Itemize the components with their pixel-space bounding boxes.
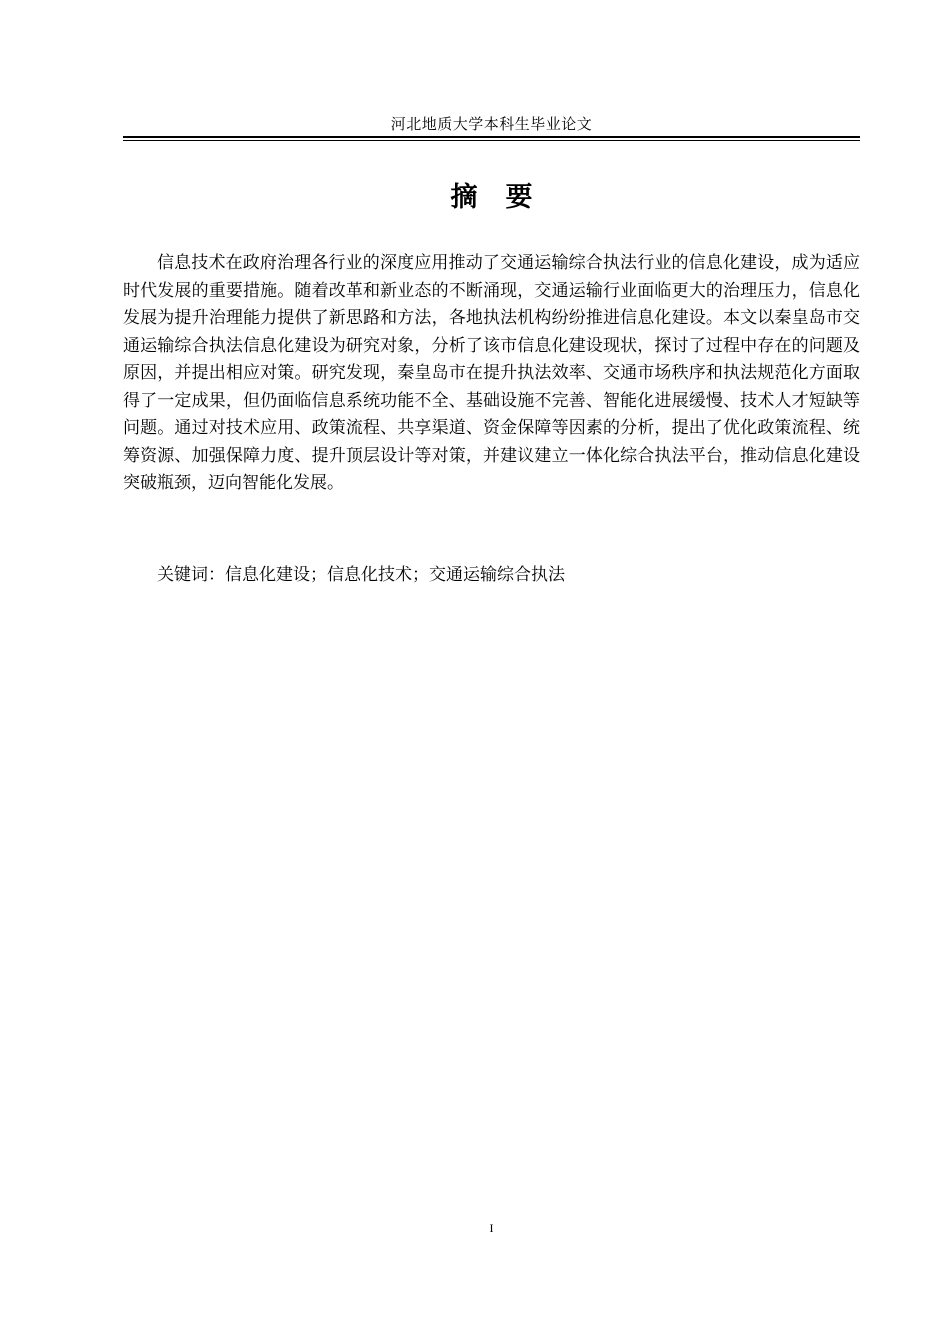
abstract-body: 信息技术在政府治理各行业的深度应用推动了交通运输综合执法行业的信息化建设，成为适应时代发展的重要措施。随着改革和新业态的不断涌现，交通运输行业面临更大的治理压力，信息化发展为提升治理能力提供了新思路和方法，各地执法机构纷纷推进信息化建设。本文以秦皇岛市交通运输综合执法信息化建设为研究对象，分析了该市信息化建设现状，探讨了过程中存在的问题及原因，并提出相应对策。研究发现，秦皇岛市在提升执法效率、交通市场秩序和执法规范化方面取得了一定成果，但仍面临信息系统功能不全、基础设施不完善、智能化进展缓慢、技术人才短缺等问题。通过对技术应用、政策流程、共享渠道、资金保障等因素的分析，提出了优化政策流程、统筹资源、加强保障力度、提升顶层设计等对策，并建议建立一体化综合执法平台，推动信息化建设突破瓶颈，迈向智能化发展。 (123, 253, 860, 493)
header-rule-thin (123, 140, 860, 141)
keywords-line: 关键词：信息化建设；信息化技术；交通运输综合执法 (157, 565, 565, 585)
page-number: I (489, 1221, 494, 1235)
abstract-title: 摘要 (450, 182, 561, 213)
header-rule-thick (123, 136, 860, 138)
running-header: 河北地质大学本科生毕业论文 (390, 115, 593, 133)
